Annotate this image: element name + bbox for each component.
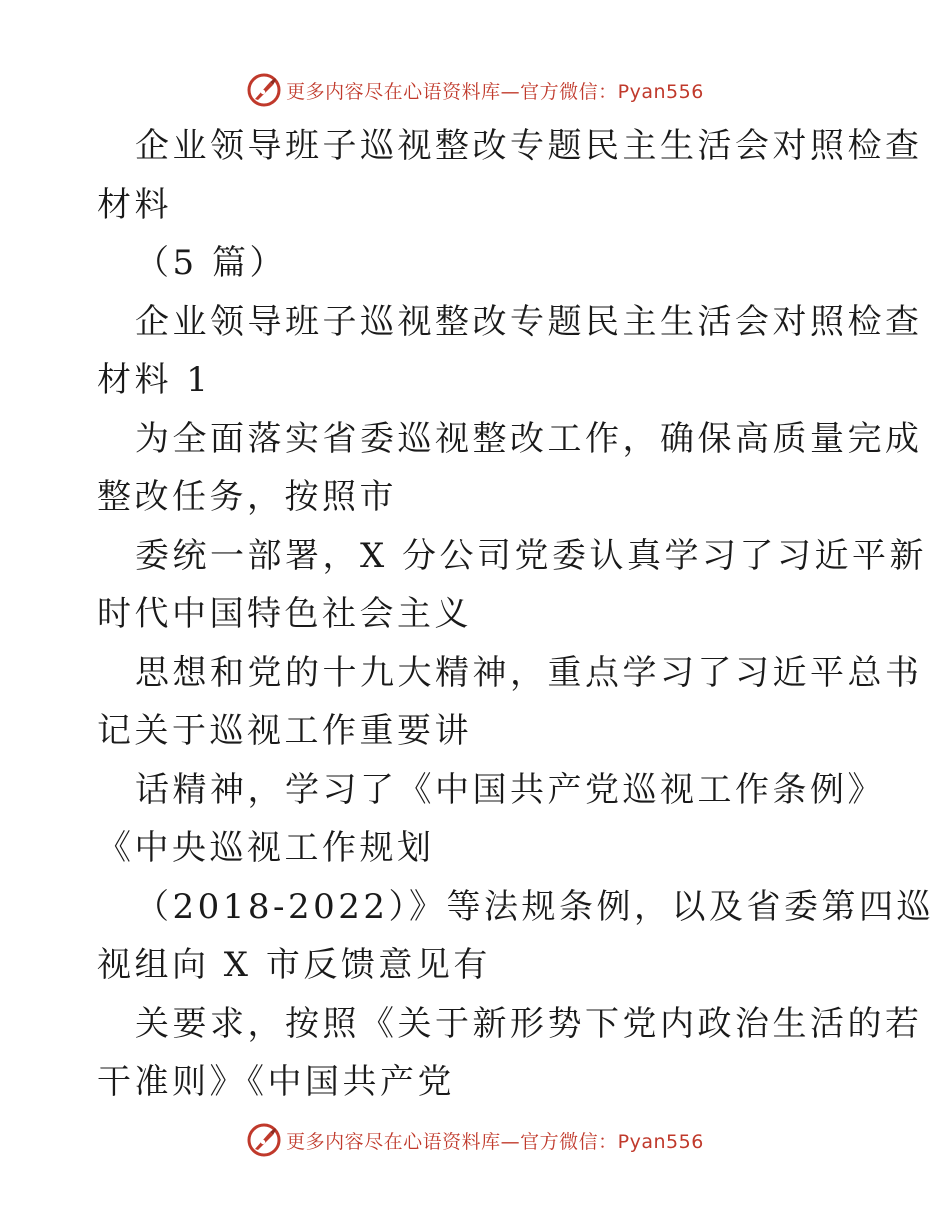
text-line: （5 篇） <box>135 243 287 283</box>
footer-watermark-banner <box>0 1120 950 1160</box>
text-line: 话精神，学习了《中国共产党巡视工作条例》 <box>135 769 885 810</box>
text-line: 思想和党的十九大精神，重点学习了习近平总书 <box>135 652 923 693</box>
document-body <box>97 117 935 1112</box>
text-line: 时代中国特色社会主义 <box>97 594 472 634</box>
text-line: （2018-2022）》等法规条例，以及省委第四巡 <box>135 886 935 927</box>
text-line: 材料 1 <box>97 360 212 400</box>
text-line: 企业领导班子巡视整改专题民主生活会对照检查 <box>135 301 923 342</box>
text-line: 整改任务，按照市 <box>97 477 397 517</box>
text-line: 关要求，按照《关于新形势下党内政治生活的若 <box>135 1003 923 1044</box>
text-line: 干准则》《中国共产党 <box>97 1062 455 1102</box>
footer-banner-text: 更多内容尽在心语资料库—官方微信：Pyan556 <box>286 1130 704 1153</box>
text-line: 委统一部署，X 分公司党委认真学习了习近平新 <box>135 535 928 576</box>
text-line: 为全面落实省委巡视整改工作，确保高质量完成 <box>135 418 923 459</box>
quill-logo-icon <box>246 1122 282 1158</box>
text-line: 视组向 X 市反馈意见有 <box>97 945 491 985</box>
quill-logo-icon <box>246 72 282 108</box>
text-line: 《中央巡视工作规划 <box>97 828 435 868</box>
text-line: 企业领导班子巡视整改专题民主生活会对照检查 <box>135 126 923 166</box>
text-line: 记关于巡视工作重要讲 <box>97 711 472 751</box>
header-banner-text: 更多内容尽在心语资料库—官方微信：Pyan556 <box>286 80 704 103</box>
header-watermark-banner <box>0 70 950 110</box>
text-line: 材料 <box>97 184 172 225</box>
